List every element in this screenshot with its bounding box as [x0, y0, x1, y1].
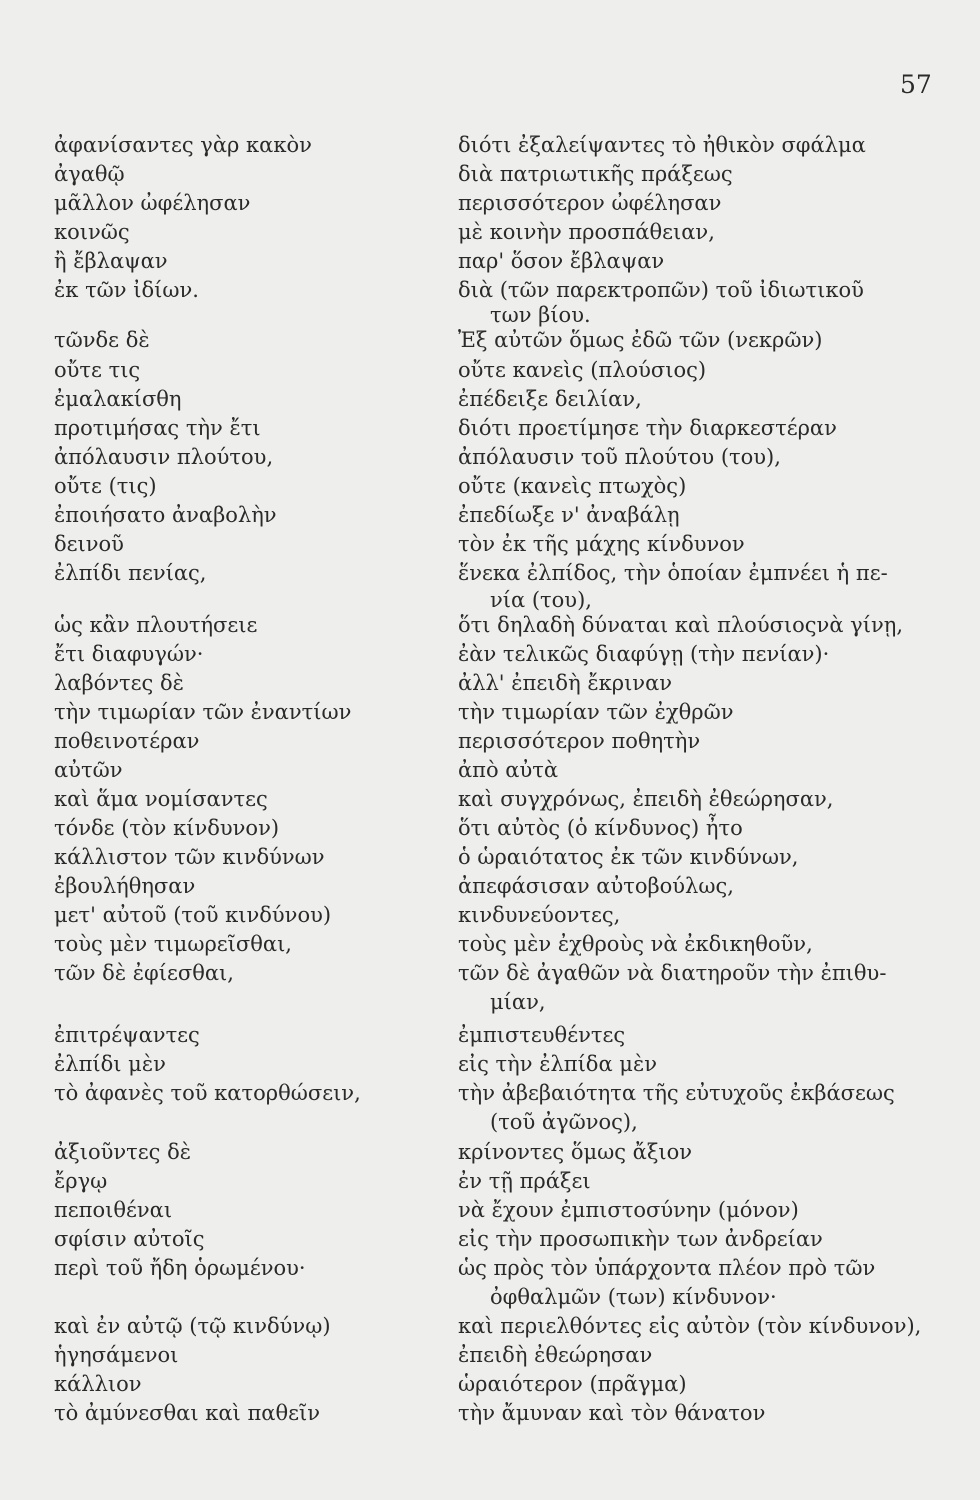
right-line: τοὺς μὲν ἐχθροὺς νὰ ἐκδικηθοῦν,: [458, 932, 813, 956]
left-line: ἔργῳ: [54, 1169, 108, 1193]
right-line: ὁ ὡραιότατος ἐκ τῶν κινδύνων,: [458, 845, 799, 869]
right-line: ἀπεφάσισαν αὐτοβούλως,: [458, 874, 734, 898]
left-line: τῶνδε δὲ: [54, 328, 150, 352]
right-line: κινδυνεύοντες,: [458, 903, 621, 927]
right-line: καὶ συγχρόνως, ἐπειδὴ ἐθεώρησαν,: [458, 787, 834, 811]
right-line: ἀπὸ αὐτὰ: [458, 758, 559, 782]
right-line: ὅτι δηλαδὴ δύναται καὶ πλούσιοςνὰ γίνῃ,: [458, 613, 903, 637]
left-line: οὔτε (τις): [54, 474, 157, 498]
left-line: μᾶλλον ὠφέλησαν: [54, 191, 251, 215]
right-line: ἕνεκα ἐλπίδος, τὴν ὁποίαν ἐμπνέει ἡ πε-: [458, 561, 888, 585]
left-line: καὶ ἅμα νομίσαντες: [54, 787, 268, 811]
left-line: ἔτι διαφυγών·: [54, 642, 204, 666]
left-line: κοινῶς: [54, 220, 130, 244]
right-line: ὅτι αὐτὸς (ὁ κίνδυνος) ἦτο: [458, 816, 743, 840]
left-line: κάλλιον: [54, 1372, 142, 1396]
right-line: περισσότερον ποθητὴν: [458, 729, 701, 753]
right-line: διὰ πατριωτικῆς πράξεως: [458, 162, 733, 186]
left-line: οὔτε τις: [54, 358, 141, 382]
right-line: διὰ (τῶν παρεκτροπῶν) τοῦ ἰδιωτικοῦ: [458, 278, 864, 302]
left-line: ποθεινοτέραν: [54, 729, 200, 753]
left-line: ἐβουλήθησαν: [54, 874, 196, 898]
right-line: τὴν ἀβεβαιότητα τῆς εὐτυχοῦς ἐκβάσεως: [458, 1081, 895, 1105]
right-line: τὴν ἄμυναν καὶ τὸν θάνατον: [458, 1401, 766, 1425]
right-line: εἰς τὴν προσωπικὴν των ἀνδρείαν: [458, 1227, 823, 1251]
left-line: ἐλπίδι πενίας,: [54, 561, 207, 585]
right-line: νία (του),: [490, 588, 592, 612]
right-line: καὶ περιελθόντες εἰς αὐτὸν (τὸν κίνδυνον),: [458, 1314, 922, 1338]
left-line: ἐλπίδι μὲν: [54, 1052, 166, 1076]
right-line: ὡραιότερον (πρᾶγμα): [458, 1372, 687, 1396]
left-line: τὸ ἀμύνεσθαι καὶ παθεῖν: [54, 1401, 320, 1425]
left-line: ἐμαλακίσθη: [54, 387, 182, 411]
page-number: 57: [900, 70, 932, 99]
right-line: νὰ ἔχουν ἐμπιστοσύνην (μόνον): [458, 1198, 799, 1222]
left-line: ἐκ τῶν ἰδίων.: [54, 278, 199, 302]
right-line: διότι ἐξαλείψαντες τὸ ἠθικὸν σφάλμα: [458, 133, 866, 157]
left-line: ἀγαθῷ: [54, 162, 125, 186]
right-line: οὔτε κανεὶς (πλούσιος): [458, 358, 707, 382]
right-line: των βίου.: [490, 303, 591, 327]
left-line: τὴν τιμωρίαν τῶν ἐναντίων: [54, 700, 352, 724]
right-line: ἐὰν τελικῶς διαφύγῃ (τὴν πενίαν)·: [458, 642, 830, 666]
left-line: σφίσιν αὐτοῖς: [54, 1227, 205, 1251]
left-line: προτιμήσας τὴν ἔτι: [54, 416, 261, 440]
right-line: περισσότερον ὠφέλησαν: [458, 191, 722, 215]
left-line: τόνδε (τὸν κίνδυνον): [54, 816, 280, 840]
right-line: (τοῦ ἀγῶνος),: [490, 1110, 638, 1134]
left-line: περὶ τοῦ ἤδη ὁρωμένου·: [54, 1256, 306, 1280]
left-line: κάλλιστον τῶν κινδύνων: [54, 845, 325, 869]
right-line: ἀπόλαυσιν τοῦ πλούτου (του),: [458, 445, 781, 469]
right-line: διότι προετίμησε τὴν διαρκεστέραν: [458, 416, 837, 440]
right-line: ἀλλ' ἐπειδὴ ἔκριναν: [458, 671, 673, 695]
right-line: παρ' ὅσον ἔβλαψαν: [458, 249, 665, 273]
left-line: ἢ ἔβλαψαν: [54, 249, 168, 273]
right-line: ἐπειδὴ ἐθεώρησαν: [458, 1343, 653, 1367]
left-line: ἐποιήσατο ἀναβολὴν: [54, 503, 277, 527]
right-line: ἐν τῇ πράξει: [458, 1169, 591, 1193]
left-line: τῶν δὲ ἐφίεσθαι,: [54, 961, 234, 985]
left-line: ἀπόλαυσιν πλούτου,: [54, 445, 274, 469]
right-line: ὀφθαλμῶν (των) κίνδυνον·: [490, 1285, 777, 1309]
right-line: ἐπεδίωξε ν' ἀναβάλῃ: [458, 503, 680, 527]
right-line: εἰς τὴν ἐλπίδα μὲν: [458, 1052, 657, 1076]
right-line: μίαν,: [490, 990, 546, 1014]
right-line: Ἐξ αὐτῶν ὅμως ἐδῶ τῶν (νεκρῶν): [458, 328, 823, 352]
left-line: τὸ ἀφανὲς τοῦ κατορθώσειν,: [54, 1081, 361, 1105]
left-line: ἀξιοῦντες δὲ: [54, 1140, 192, 1164]
right-line: τῶν δὲ ἀγαθῶν νὰ διατηροῦν τὴν ἐπιθυ-: [458, 961, 887, 985]
right-line: οὔτε (κανεὶς πτωχὸς): [458, 474, 687, 498]
left-line: δεινοῦ: [54, 532, 124, 556]
left-line: αὐτῶν: [54, 758, 123, 782]
right-line: μὲ κοινὴν προσπάθειαν,: [458, 220, 715, 244]
left-line: μετ' αὐτοῦ (τοῦ κινδύνου): [54, 903, 332, 927]
right-line: ὡς πρὸς τὸν ὑπάρχοντα πλέον πρὸ τῶν: [458, 1256, 876, 1280]
left-line: πεποιθέναι: [54, 1198, 173, 1222]
left-line: καὶ ἐν αὐτῷ (τῷ κινδύνῳ): [54, 1314, 331, 1338]
left-line: ἐπιτρέψαντες: [54, 1023, 200, 1047]
right-line: τὴν τιμωρίαν τῶν ἐχθρῶν: [458, 700, 734, 724]
left-line: ἀφανίσαντες γὰρ κακὸν: [54, 133, 312, 157]
right-line: τὸν ἐκ τῆς μάχης κίνδυνον: [458, 532, 745, 556]
right-line: κρίνοντες ὅμως ἄξιον: [458, 1140, 693, 1164]
right-line: ἐμπιστευθέντες: [458, 1023, 626, 1047]
left-line: λαβόντες δὲ: [54, 671, 184, 695]
right-line: ἐπέδειξε δειλίαν,: [458, 387, 642, 411]
left-line: ὡς κἂν πλουτήσειε: [54, 613, 258, 637]
left-line: τοὺς μὲν τιμωρεῖσθαι,: [54, 932, 292, 956]
left-line: ἡγησάμενοι: [54, 1343, 179, 1367]
